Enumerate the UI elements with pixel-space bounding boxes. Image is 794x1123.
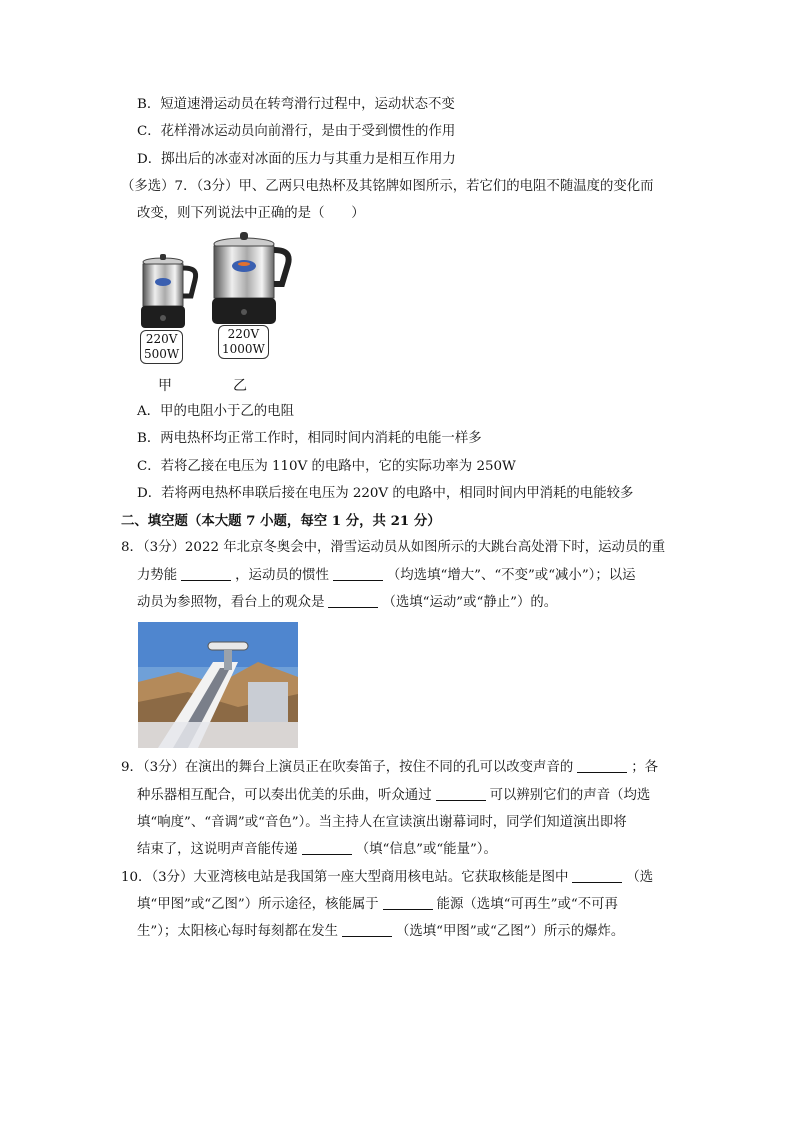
q6-option-b: B．短道速滑运动员在转弯滑行过程中，运动状态不变 <box>137 97 455 112</box>
answer-blank[interactable] <box>302 840 352 855</box>
q10-text: 10．（3分）大亚湾核电站是我国第一座大型商用核电站。它获取核能是图中 <box>121 870 569 885</box>
q9-line3: 填“响度”、“音调”或“音色”）。当主持人在宣读演出谢幕词时，同学们知道演出即将 <box>137 815 627 830</box>
q9-text: 结束了，这说明声音能传递 <box>137 842 298 857</box>
answer-blank[interactable] <box>572 868 622 883</box>
q7-option-c: C．若将乙接在电压为 110V 的电路中，它的实际功率为 250W <box>137 459 516 474</box>
q6-option-d: D．掷出后的冰壶对冰面的压力与其重力是相互作用力 <box>137 152 456 167</box>
cup-jia-nameplate <box>140 330 183 364</box>
q10-text: （选填“甲图”或“乙图”）所示的爆炸。 <box>396 924 625 939</box>
q8-text: 力势能 <box>137 568 178 583</box>
q7-option-d: D．若将两电热杯串联后接在电压为 220V 的电路中，相同时间内甲消耗的电能较多 <box>137 486 634 501</box>
answer-blank[interactable] <box>181 566 231 581</box>
cup-jia-voltage: 220V <box>145 332 178 346</box>
ski-jump-photo <box>138 622 298 748</box>
q7-option-a: A．甲的电阻小于乙的电阻 <box>137 404 294 419</box>
q8-line1: 8．（3分）2022 年北京冬奥会中，滑雪运动员从如图所示的大跳台高处滑下时，运动员的重 <box>121 540 666 555</box>
cup-yi-label: 乙 <box>233 378 247 394</box>
cup-jia-power: 500W <box>144 347 180 361</box>
cup-jia-label: 甲 <box>158 378 172 394</box>
q10-text: 能源（选填“可再生”或“不可再 <box>436 897 618 912</box>
q6-option-c: C．花样滑冰运动员向前滑行，是由于受到惯性的作用 <box>137 124 456 139</box>
q7-figure <box>130 230 300 395</box>
q9-text: 可以辨别它们的声音（均选 <box>489 788 651 803</box>
electric-cup-jia-illustration <box>135 252 205 334</box>
q8-text: 动员为参照物，看台上的观众是 <box>137 595 325 610</box>
cup-yi-nameplate <box>218 325 269 359</box>
q10-line3 <box>137 922 624 942</box>
cup-yi-power: 1000W <box>222 342 265 356</box>
q8-text: （选填“运动”或“静止”）的。 <box>382 595 558 610</box>
q10-text: 生”）；太阳核心每时每刻都在发生 <box>137 924 339 939</box>
q9-line2 <box>137 786 650 806</box>
q10-text: 填“甲图”或“乙图”）所示途径，核能属于 <box>137 897 379 912</box>
answer-blank[interactable] <box>383 895 433 910</box>
q7-stem-line1: （多选）7．（3分）甲、乙两只电热杯及其铭牌如图所示，若它们的电阻不随温度的变化而 <box>121 179 654 194</box>
q7-option-b: B．两电热杯均正常工作时，相同时间内消耗的电能一样多 <box>137 431 482 446</box>
q8-text: （均选填“增大”、“不变”或“减小”）；以运 <box>386 568 636 583</box>
q8-text: ，运动员的惯性 <box>235 568 329 583</box>
answer-blank[interactable] <box>342 922 392 937</box>
answer-blank[interactable] <box>436 786 486 801</box>
q9-line4 <box>137 840 497 860</box>
q9-text: 9．（3分）在演出的舞台上演员正在吹奏笛子，按住不同的孔可以改变声音的 <box>121 760 574 775</box>
q9-text: （填“信息”或“能量”）。 <box>355 842 497 857</box>
q9-text: 种乐器相互配合，可以奏出优美的乐曲，听众通过 <box>137 788 432 803</box>
q10-line1 <box>121 868 653 888</box>
cup-yi-voltage: 220V <box>227 327 260 341</box>
answer-blank[interactable] <box>328 593 378 608</box>
answer-blank[interactable] <box>333 566 383 581</box>
electric-cup-yi-illustration <box>208 230 298 328</box>
answer-blank[interactable] <box>577 758 627 773</box>
q8-line3 <box>137 593 557 613</box>
q8-line2 <box>137 566 636 586</box>
section-title: 二、填空题（本大题 7 小题，每空 1 分，共 21 分） <box>121 513 441 529</box>
q9-text: ；各 <box>631 760 659 775</box>
q10-text: （选 <box>626 870 654 885</box>
q7-stem-line2: 改变，则下列说法中正确的是（ ） <box>137 206 365 221</box>
q9-line1 <box>121 758 658 778</box>
q10-line2 <box>137 895 618 915</box>
